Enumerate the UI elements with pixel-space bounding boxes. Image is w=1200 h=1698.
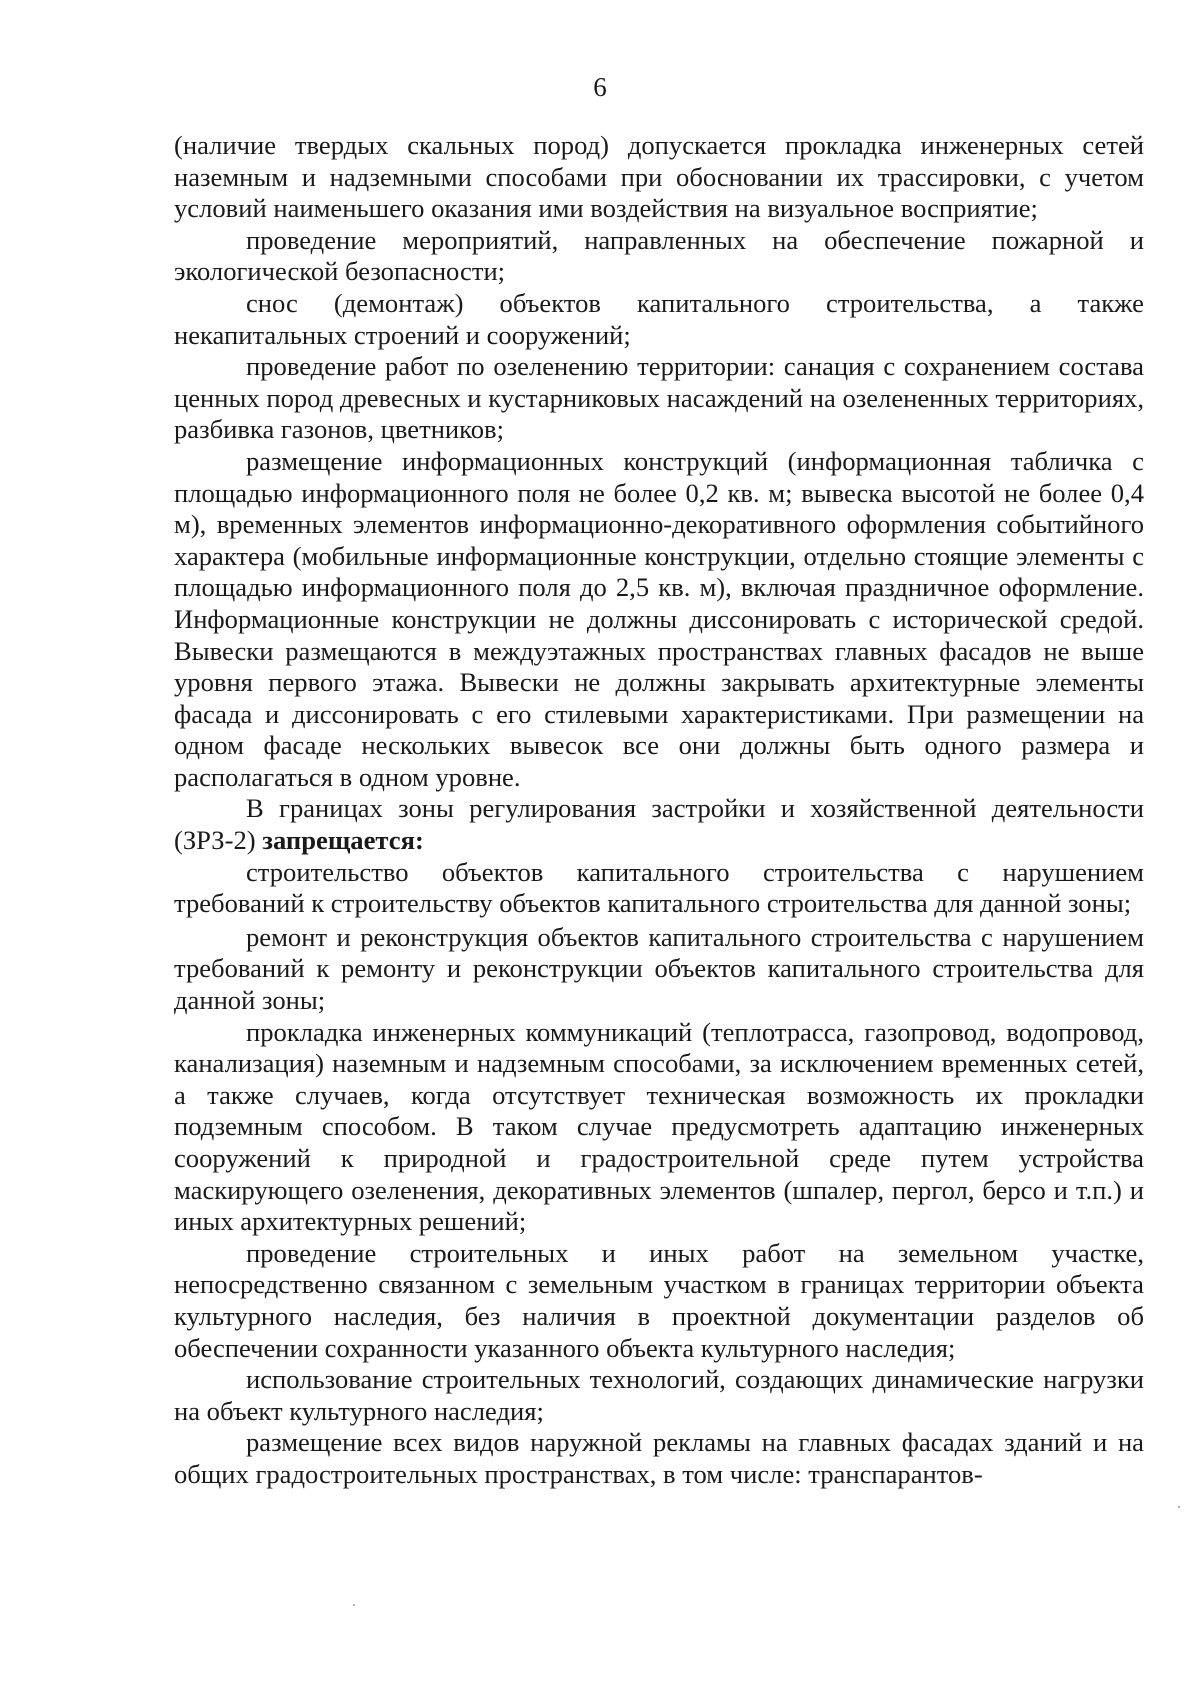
paragraph-continuation: (наличие твердых скальных пород) допускается прокладка инженерных сетей наземным и надземными способами при обосновании их трассировки, с учетом условий наименьшего оказания ими воздействия на визуальное восприятие; [174, 130, 1144, 224]
paragraph-works-near-heritage: проведение строительных и иных работ на земельном участке, непосредственно связанном с земельным участком в границах территории объекта культурного наследия, без наличия в проектной документации разделов об обеспечении сохранности указанного объекта культурного наследия; [174, 1237, 1144, 1363]
paragraph-demolition: снос (демонтаж) объектов капитального строительства, а также некапитальных строений и сооружений; [174, 287, 1144, 350]
document-body [174, 130, 1144, 1491]
page-number: 6 [593, 72, 607, 102]
scan-speck [1178, 1506, 1180, 1508]
paragraph-landscaping: проведение работ по озеленению территории: санация с сохранением состава ценных пород древесных и кустарниковых насаждений на озелененных территориях, разбивка газонов, цветников; [174, 351, 1144, 445]
paragraph-construction-violation: строительство объектов капитального строительства с нарушением требований к строительству объектов капитального строительства для данной зоны; [174, 856, 1144, 919]
paragraph-dynamic-loads: использование строительных технологий, создающих динамические нагрузки на объект культурного наследия; [174, 1364, 1144, 1426]
paragraph-utility-lines: прокладка инженерных коммуникаций (теплотрасса, газопровод, водопровод, канализация) наземным и надземным способами, за исключением временных сетей, а также случаев, когда отсутствует техническая возможность их прокладки подземным способом. В таком случае предусмотреть адаптацию инженерных сооружений к природной и градостроительной среде путем устройства маскирующего озеленения, декоративных элементов (шпалер, пергол, берсо и т.п.) и иных архитектурных решений; [174, 1016, 1144, 1237]
zrz2-heading-text: В границах зоны регулирования застройки и хозяйственной деятельности (ЗРЗ-2) [174, 793, 1144, 856]
paragraph-fire-ecology-safety: проведение мероприятий, направленных на обеспечение пожарной и экологической безопасности; [174, 224, 1144, 287]
prohibited-label: запрещается: [262, 825, 424, 856]
paragraph-outdoor-advertising: размещение всех видов наружной рекламы на главных фасадах зданий и на общих градостроительных пространствах, в том числе: транспарантов- [174, 1427, 1144, 1489]
paragraph-repair-violation: ремонт и реконструкция объектов капитального строительства с нарушением требований к ремонту и реконструкции объектов капитального строительства для данной зоны; [174, 921, 1144, 1016]
paragraph-information-structures: размещение информационных конструкций (информационная табличка с площадью информационного поля не более 0,2 кв. м; вывеска высотой не более 0,4 м), временных элементов информационно-декоративного оформления событийного характера (мобильные информационные конструкции, отдельно стоящие элементы с площадью информационного поля до 2,5 кв. м), включая праздничное оформление. Информационные конструкции не должны диссонировать с исторической средой. Вывески размещаются в междуэтажных пространствах главных фасадов не выше уровня первого этажа. Вывески не должны закрывать архитектурные элементы фасада и диссонировать с его стилевыми характеристиками. При размещении на одном фасаде нескольких вывесок все они должны быть одного размера и располагаться в одном уровне. [174, 445, 1144, 792]
paragraph-zrz2-prohibitions-heading [174, 793, 1144, 856]
scan-speck [353, 1604, 355, 1606]
